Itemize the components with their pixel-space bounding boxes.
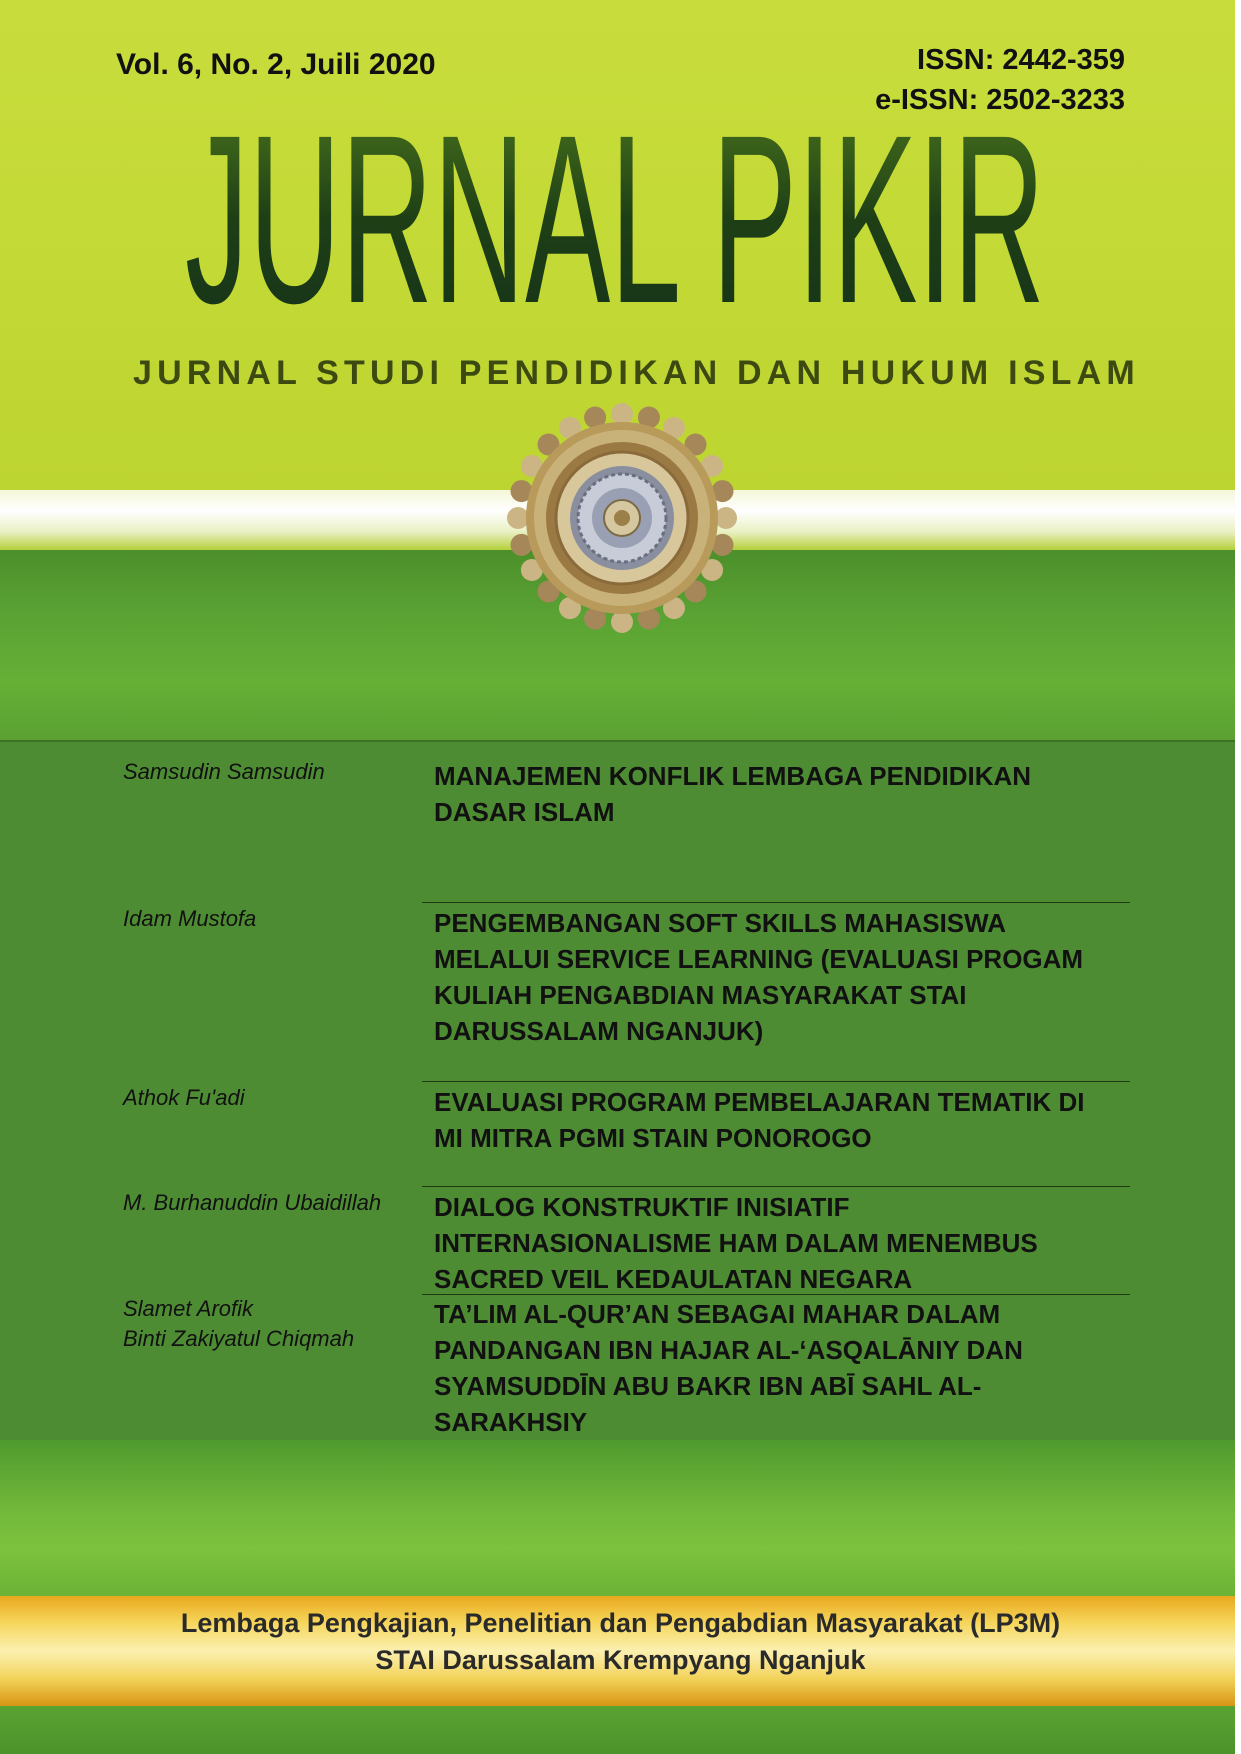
publisher-name: Lembaga Pengkajian, Penelitian dan Pengabdian Masyarakat (LP3M) bbox=[180, 1608, 1061, 1638]
article-3-author: Athok Fu'adi bbox=[123, 1085, 245, 1110]
article-1-author: Samsudin Samsudin bbox=[123, 759, 325, 784]
volume-info: Vol. 6, No. 2, Juili 2020 bbox=[116, 48, 436, 81]
divider-rule bbox=[422, 1186, 1130, 1187]
article-3-title: EVALUASI PROGRAM PEMBELAJARAN TEMATIK DI MI MITRA PGMI STAIN PONOROGO bbox=[434, 1087, 1085, 1153]
divider-rule bbox=[422, 902, 1130, 903]
article-2-title: PENGEMBANGAN SOFT SKILLS MAHASISWA MELALUI SERVICE LEARNING (EVALUASI PROGAM KULIAH PENGABDIAN MASYARAKAT STAI DARUSSALAM NGANJUK) bbox=[434, 908, 1084, 1046]
article-1-authors bbox=[123, 757, 325, 787]
article-4-authors bbox=[123, 1188, 381, 1218]
publisher-institution: STAI Darussalam Krempyang Nganjuk bbox=[375, 1645, 866, 1675]
page-edge bbox=[1235, 0, 1241, 1754]
divider-rule bbox=[422, 1294, 1130, 1295]
masthead-title bbox=[128, 130, 1103, 340]
ornament-petal bbox=[611, 403, 633, 425]
journal-subtitle: JURNAL STUDI PENDIDIKAN DAN HUKUM ISLAM bbox=[133, 354, 1140, 392]
article-1-title: MANAJEMEN KONFLIK LEMBAGA PENDIDIKAN DASAR ISLAM bbox=[434, 761, 1032, 827]
eissn: e-ISSN: 2502-3233 bbox=[875, 84, 1125, 116]
article-5-author: Binti Zakiyatul Chiqmah bbox=[123, 1326, 355, 1351]
article-5-author: Slamet Arofik bbox=[123, 1296, 254, 1321]
article-5-authors bbox=[123, 1294, 354, 1354]
masthead-text: JURNAL PIKIR bbox=[185, 130, 1045, 340]
divider-rule bbox=[422, 1081, 1130, 1082]
article-5-title: TA’LIM AL-QUR’AN SEBAGAI MAHAR DALAM PANDANGAN IBN HAJAR AL-‘ASQALĀNIY DAN SYAMSUDDĪN ABU BAKR IBN ABĪ SAHL AL-SARAKHSIY bbox=[434, 1299, 1023, 1437]
issn-block bbox=[875, 40, 1125, 120]
mandala-ornament bbox=[502, 398, 742, 638]
lower-band bbox=[0, 1440, 1241, 1596]
article-3-authors bbox=[123, 1083, 245, 1113]
article-2-authors bbox=[123, 904, 256, 934]
ornament-petal bbox=[507, 507, 529, 529]
bottom-band bbox=[0, 1706, 1241, 1754]
article-4-title: DIALOG KONSTRUKTIF INISIATIF INTERNASIONALISME HAM DALAM MENEMBUS SACRED VEIL KEDAULATAN NEGARA bbox=[434, 1192, 1038, 1294]
issn: ISSN: 2442-359 bbox=[917, 44, 1125, 76]
article-4-author: M. Burhanuddin Ubaidillah bbox=[123, 1190, 382, 1215]
ornament-petal bbox=[611, 611, 633, 633]
article-2-author: Idam Mustofa bbox=[123, 906, 257, 931]
ornament-petal bbox=[715, 507, 737, 529]
